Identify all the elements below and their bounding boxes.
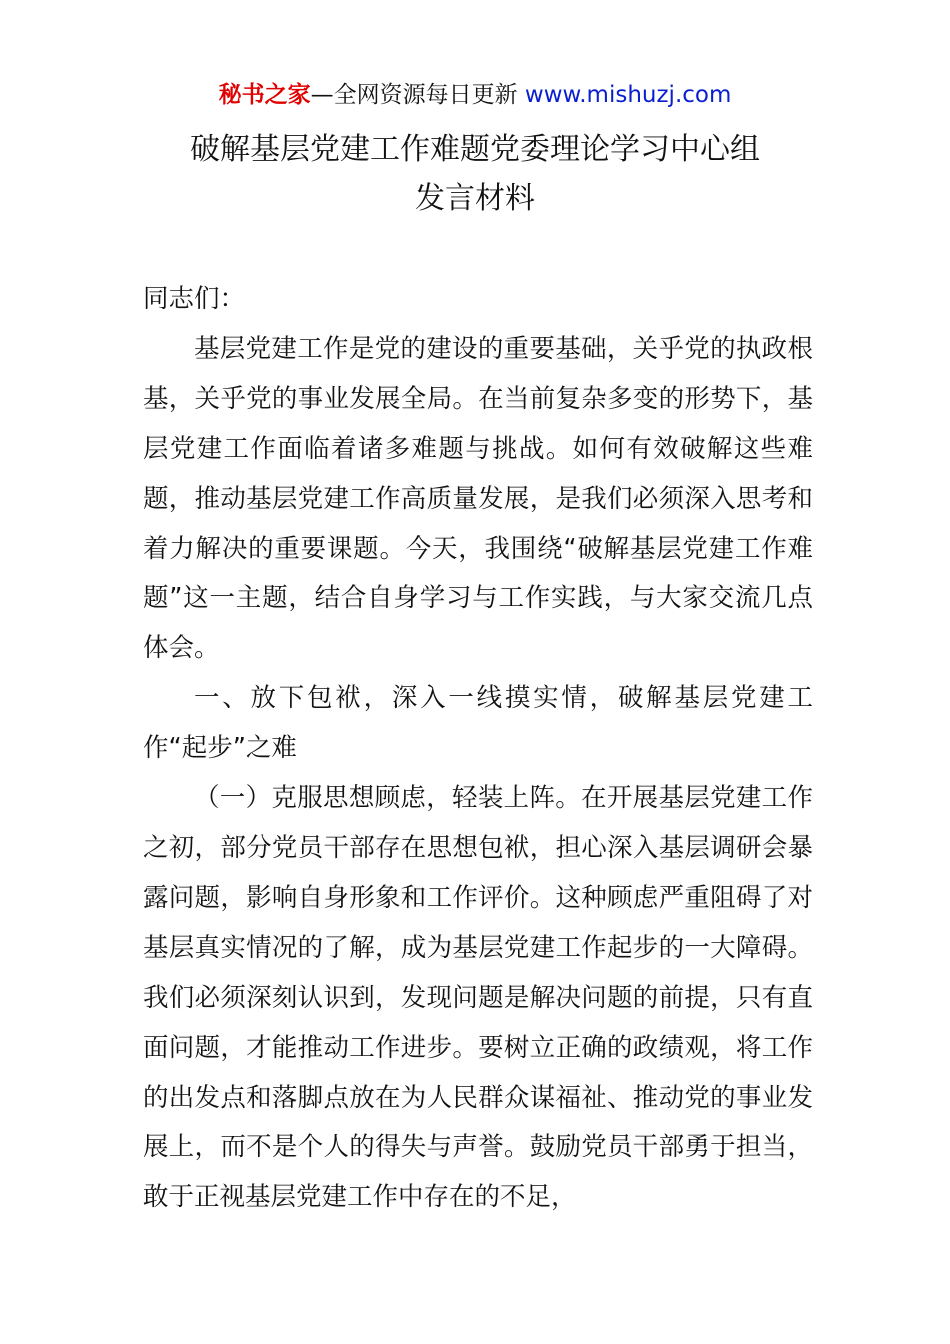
site-tagline: —全网资源每日更新 bbox=[310, 82, 525, 108]
intro-paragraph: 基层党建工作是党的建设的重要基础，关乎党的执政根基，关乎党的事业发展全局。在当前复杂多变的形势下，基层党建工作面临着诸多难题与挑战。如何有效破解这些难题，推动基层党建工作高质量发展，是我们必须深入思考和着力解决的重要课题。今天，我围绕“破解基层党建工作难题”这一主题，结合自身学习与工作实践，与大家交流几点体会。 bbox=[143, 333, 813, 664]
document-title-line-1: 破解基层党建工作难题党委理论学习中心组 bbox=[190, 132, 760, 167]
document-body bbox=[143, 275, 813, 1223]
site-brand: 秘书之家 bbox=[218, 82, 311, 108]
document-title bbox=[0, 125, 950, 223]
subsection-paragraph-1: （一）克服思想顾虑，轻装上阵。在开展基层党建工作之初，部分党员干部存在思想包袱，担心深入基层调研会暴露问题，影响自身形象和工作评价。这种顾虑严重阻碍了对基层真实情况的了解，成为基层党建工作起步的一大障碍。我们必须深刻认识到，发现问题是解决问题的前提，只有直面问题，才能推动工作进步。要树立正确的政绩观，将工作的出发点和落脚点放在为人民群众谋福祉、推动党的事业发展上，而不是个人的得失与声誉。鼓励党员干部勇于担当，敢于正视基层党建工作中存在的不足， bbox=[143, 783, 813, 1213]
section-heading-1: 一、放下包袱，深入一线摸实情，破解基层党建工作“起步”之难 bbox=[143, 683, 813, 764]
site-header bbox=[0, 78, 950, 112]
document-title-line-2: 发言材料 bbox=[415, 181, 535, 216]
salutation: 同志们： bbox=[143, 284, 246, 314]
site-url-link[interactable]: www.mishuzj.com bbox=[524, 82, 732, 108]
